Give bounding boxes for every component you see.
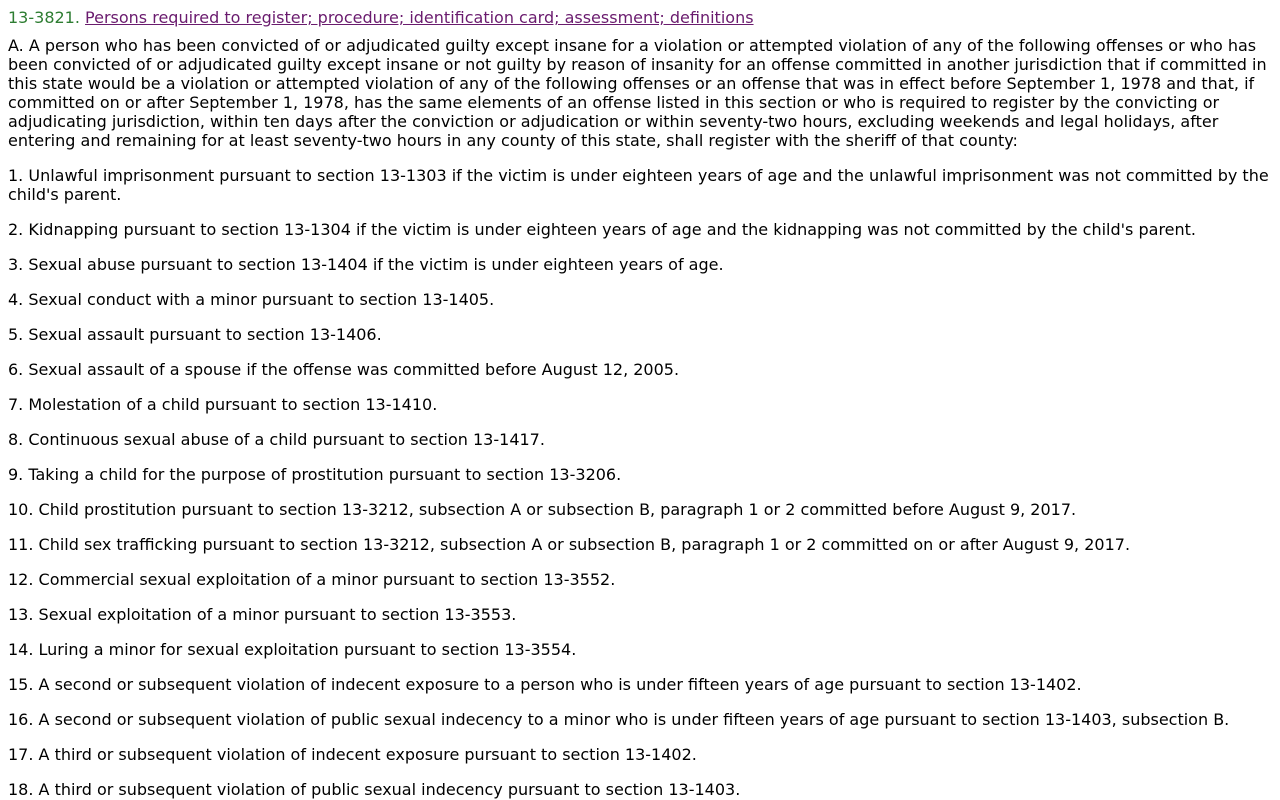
list-item: 7. Molestation of a child pursuant to section 13-1410. [8, 395, 438, 414]
list-item: 1. Unlawful imprisonment pursuant to section 13-1303 if the victim is under eighteen years of age and the unlawful imprisonment was not committed by the child's parent. [8, 166, 1269, 204]
list-item: 14. Luring a minor for sexual exploitation pursuant to section 13-3554. [8, 640, 577, 659]
list-item: 2. Kidnapping pursuant to section 13-1304 if the victim is under eighteen years of age and the kidnapping was not committed by the child's parent. [8, 220, 1197, 239]
section-header [8, 8, 1272, 27]
list-item: 17. A third or subsequent violation of indecent exposure pursuant to section 13-1402. [8, 745, 697, 764]
section-title-link[interactable]: Persons required to register; procedure; identification card; assessment; definitions [85, 8, 754, 27]
subsection-a-intro: A. A person who has been convicted of or adjudicated guilty except insane for a violation or attempted violation of any of the following offenses or who has been convicted of or adjudicated guilty except insane or not guilty by reason of insanity for an offense committed in another jurisdiction that if committed in this state would be a violation or attempted violation of any of the following offenses or an offense that was in effect before September 1, 1978 and that, if committed on or after September 1, 1978, has the same elements of an offense listed in this section or who is required to register by the convicting or adjudicating jurisdiction, within ten days after the conviction or adjudication or within seventy-two hours, excluding weekends and legal holidays, after entering and remaining for at least seventy-two hours in any county of this state, shall register with the sheriff of that county: [8, 36, 1267, 150]
list-item: 8. Continuous sexual abuse of a child pursuant to section 13-1417. [8, 430, 545, 449]
list-item: 6. Sexual assault of a spouse if the offense was committed before August 12, 2005. [8, 360, 680, 379]
list-item: 11. Child sex trafficking pursuant to section 13-3212, subsection A or subsection B, paragraph 1 or 2 committed on or after August 9, 2017. [8, 535, 1131, 554]
list-item: 9. Taking a child for the purpose of prostitution pursuant to section 13-3206. [8, 465, 622, 484]
list-item: 18. A third or subsequent violation of public sexual indecency pursuant to section 13-1403. [8, 780, 741, 799]
list-item: 12. Commercial sexual exploitation of a minor pursuant to section 13-3552. [8, 570, 616, 589]
list-item: 15. A second or subsequent violation of indecent exposure to a person who is under fifteen years of age pursuant to section 13-1402. [8, 675, 1082, 694]
list-item: 5. Sexual assault pursuant to section 13-1406. [8, 325, 382, 344]
list-item: 16. A second or subsequent violation of public sexual indecency to a minor who is under fifteen years of age pursuant to section 13-1403, subsection B. [8, 710, 1230, 729]
list-item: 13. Sexual exploitation of a minor pursuant to section 13-3553. [8, 605, 517, 624]
list-item: 10. Child prostitution pursuant to section 13-3212, subsection A or subsection B, paragraph 1 or 2 committed before August 9, 2017. [8, 500, 1077, 519]
section-number: 13-3821. [8, 8, 80, 27]
list-item: 4. Sexual conduct with a minor pursuant to section 13-1405. [8, 290, 495, 309]
list-item: 3. Sexual abuse pursuant to section 13-1404 if the victim is under eighteen years of age. [8, 255, 724, 274]
